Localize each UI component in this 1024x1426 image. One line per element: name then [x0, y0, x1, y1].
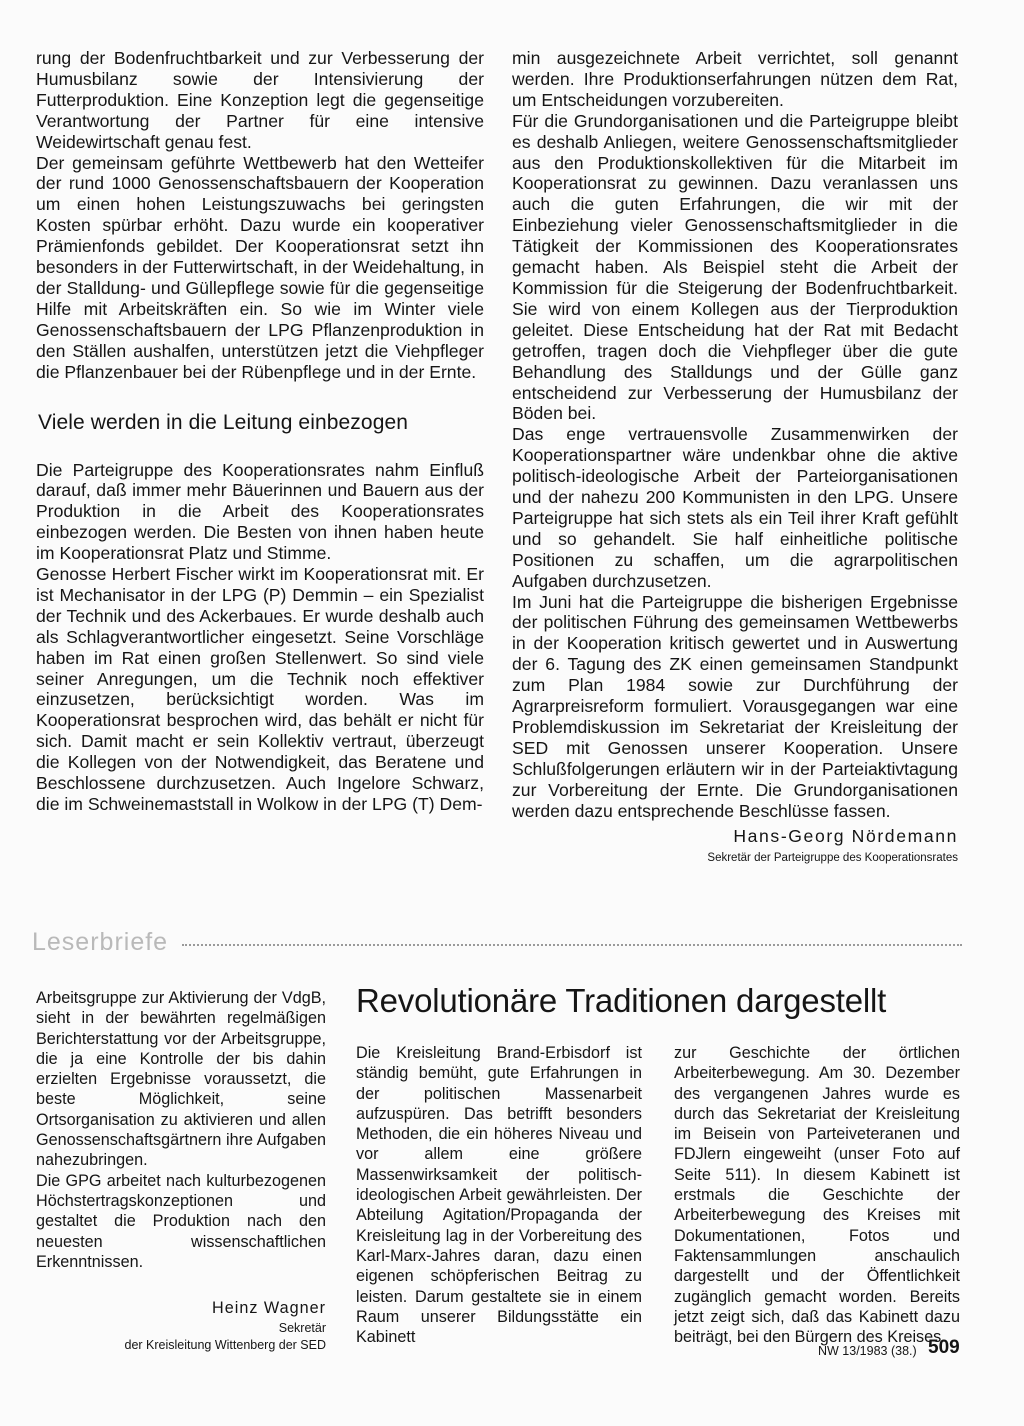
paragraph: Genosse Herbert Fischer wirkt im Kooperationsrat mit. Er ist Mechanisator in der LPG (P) Demmin – ein Spezialist der Technik und des Ackerbaues. Er wurde deshalb auch als Schlagverantwortlicher eingesetzt. Seine Vorschläge haben im Rat einen großen Stellenwert. So sind viele seiner Anregungen, um die Technik noch effektiver einzusetzen, berücksichtigt worden. Was im Kooperationsrat besprochen wird, das behält er nicht für sich. Damit macht er sein Kollektiv vertraut, überzeugt die Kollegen von der Notwendigkeit, das Beratene und Beschlossene durchzusetzen. Auch Ingelore Schwarz, die im Schweinemaststall in Wolkow in der LPG (T) Dem- — [36, 564, 484, 814]
article-column-2 — [674, 1043, 960, 1347]
paragraph: zur Geschichte der örtlichen Arbeiterbewegung. Am 30. Dezember des vergangenen Jahres wurde es durch das Sekretariat der Kreisleitung im Beisein von Parteiveteranen und FDJlern eingeweiht (unser Foto auf Seite 511). In diesem Kabinett ist erstmals die Geschichte der Arbeiterbewegung des Kreises mit Dokumentationen, Fotos und Faktensammlungen anschaulich dargestellt und der Öffentlichkeit zugänglich gemacht worden. Bereits jetzt zeigt sich, daß das Kabinett dazu beiträgt, bei den Bürgern des Kreises — [674, 1044, 960, 1347]
left-column — [36, 48, 484, 815]
right-column — [512, 48, 958, 866]
author-role: Sekretär der Parteigruppe des Kooperationsrates — [707, 852, 958, 865]
letter-column — [36, 988, 326, 1354]
page-number: 509 — [928, 1337, 960, 1358]
paragraph: Der gemeinsam geführte Wettbewerb hat den Wetteifer der rund 1000 Genossenschaftsbauern der Kooperation um einen hohen Leistungszuwachs bei geringsten Kosten spürbar erhöht. Dazu wurde ein kooperativer Prämienfonds gebildet. Der Kooperationsrat setzt ihn besonders in der Futterwirtschaft, in der Weidehaltung, in der Stalldung- und Güllepflege sowie für die gegenseitige Hilfe mit Arbeitskräften ein. So wie im Winter viele Genossenschaftsbauern der LPG Pflanzenproduktion in den Ställen aushalfen, unterstützen jetzt die Viehpfleger die Pflanzenbauer bei der Rübenpflege und in der Ernte. — [36, 152, 484, 382]
section-header — [22, 928, 962, 958]
section-label: Leserbriefe — [32, 928, 169, 956]
paragraph: Die GPG arbeitet nach kulturbezogenen Höchstertragskonzeptionen und gestaltet die Produktion nach den neuesten wissenschaftlichen Erkenntnissen. — [36, 1171, 326, 1271]
paragraph: Das enge vertrauensvolle Zusammenwirken der Kooperationspartner wäre undenkbar ohne die aktive politisch-ideologische Arbeit der Parteiorganisationen und der nahezu 200 Kommunisten in den LPG. Unsere Parteigruppe hat sich stets als ein Teil ihrer Kraft gefühlt und so gehandelt. Sie half einheitliche politische Positionen zu schaffen, um die agrarpolitischen Aufgaben durchzusetzen. — [512, 424, 958, 591]
issue-reference: NW 13/1983 (38.) — [818, 1344, 917, 1358]
paragraph: Für die Grundorganisationen und die Parteigruppe bleibt es deshalb Anliegen, weitere Genossenschaftsmitglieder aus den Produktionskollektiven für die Mitarbeit im Kooperationsrat zu gewinnen. Dazu veranlassen uns auch die guten Erfahrungen, die wir mit der Einbeziehung vieler Genossenschaftsmitglieder in die Tätigkeit der Kommissionen des Kooperationsrates gemacht haben. Als Beispiel steht die Arbeit der Kommission für die Steigerung der Bodenfruchtbarkeit. Sie wird von einem Kollegen aus der Tierproduktion geleitet. Diese Entscheidung hat der Rat mit Bedacht getroffen, tragen doch die Viehpfleger über die gute Behandlung des Stalldungs und der Gülle ganz entscheidend zur Verbesserung der Humusbilanz der Böden bei. — [512, 110, 958, 424]
paragraph: Die Kreisleitung Brand-Erbisdorf ist ständig bemüht, gute Erfahrungen in der politischen Massenarbeit aufzuspüren. Das betrifft besonders Methoden, die ein höheres Niveau und vor allem eine größere Massenwirksamkeit der politisch-ideologischen Arbeit gewährleisten. Der Abteilung Agitation/Propaganda der Kreisleitung lag in der Vorbereitung des Karl-Marx-Jahres daran, dazu einen eigenen schöpferischen Beitrag zu leisten. Darum gestaltete sie in einem Raum unserer Bildungsstätte ein Kabinett — [356, 1044, 642, 1347]
paragraph: min ausgezeichnete Arbeit verrichtet, soll genannt werden. Ihre Produktionserfahrungen nützen dem Rat, um Entscheidungen vorzubereiten. — [512, 48, 958, 110]
paragraph: Die Parteigruppe des Kooperationsrates nahm Einfluß darauf, daß immer mehr Bäuerinnen und Bauern aus der Produktion in die Arbeit des Kooperationsrates einbezogen werden. Die Besten von ihnen haben heute im Kooperationsrat Platz und Stimme. — [36, 459, 484, 564]
paragraph: rung der Bodenfruchtbarkeit und zur Verbesserung der Humusbilanz sowie der Intensivierung der Futterproduktion. Eine Konzeption legt die gegenseitige Verantwortung der Partner für eine intensive Weidewirtschaft genau fest. — [36, 48, 484, 152]
section-divider — [182, 944, 962, 948]
letter-author-signature: Heinz Wagner — [212, 1299, 326, 1318]
article-headline: Revolutionäre Traditionen dargestellt — [356, 982, 887, 1019]
paragraph: Im Juni hat die Parteigruppe die bisherigen Ergebnisse der politischen Führung des gemeinsamen Wettbewerbs in der Kooperation kritisch gewertet und in Auswertung der 6. Tagung des ZK einen gemeinsamen Standpunkt zum Plan 1984 sowie zur Durchführung der Agrarpreisreform formuliert. Vorausgegangen war eine Problemdiskussion im Sekretariat der Kreisleitung der SED mit Genossen unserer Kooperation. Unsere Schlußfolgerungen erläutern wir in der Parteiaktivtagung zur Vorbereitung der Ernte. Die Grundorganisationen werden dazu entsprechende Beschlüsse fassen. — [512, 591, 958, 821]
author-signature: Hans-Georg Nördemann — [733, 825, 958, 846]
article-column-1 — [356, 1043, 642, 1347]
letter-author-organization: der Kreisleitung Wittenberg der SED — [124, 1338, 326, 1353]
section-subheading: Viele werden in die Leitung einbezogen — [38, 410, 409, 434]
paragraph: Arbeitsgruppe zur Aktivierung der VdgB, sieht in der bewährten regelmäßigen Berichterstattung vor der Arbeitsgruppe, die ja eine Kontrolle der bis dahin erzielten Ergebnisse voraussetzt, die beste Möglichkeit, seine Ortsorganisation zu aktivieren und allen Genossenschaftsgärtnern ihre Aufgaben nahezubringen. — [36, 989, 326, 1170]
letter-author-role: Sekretär — [278, 1321, 326, 1336]
